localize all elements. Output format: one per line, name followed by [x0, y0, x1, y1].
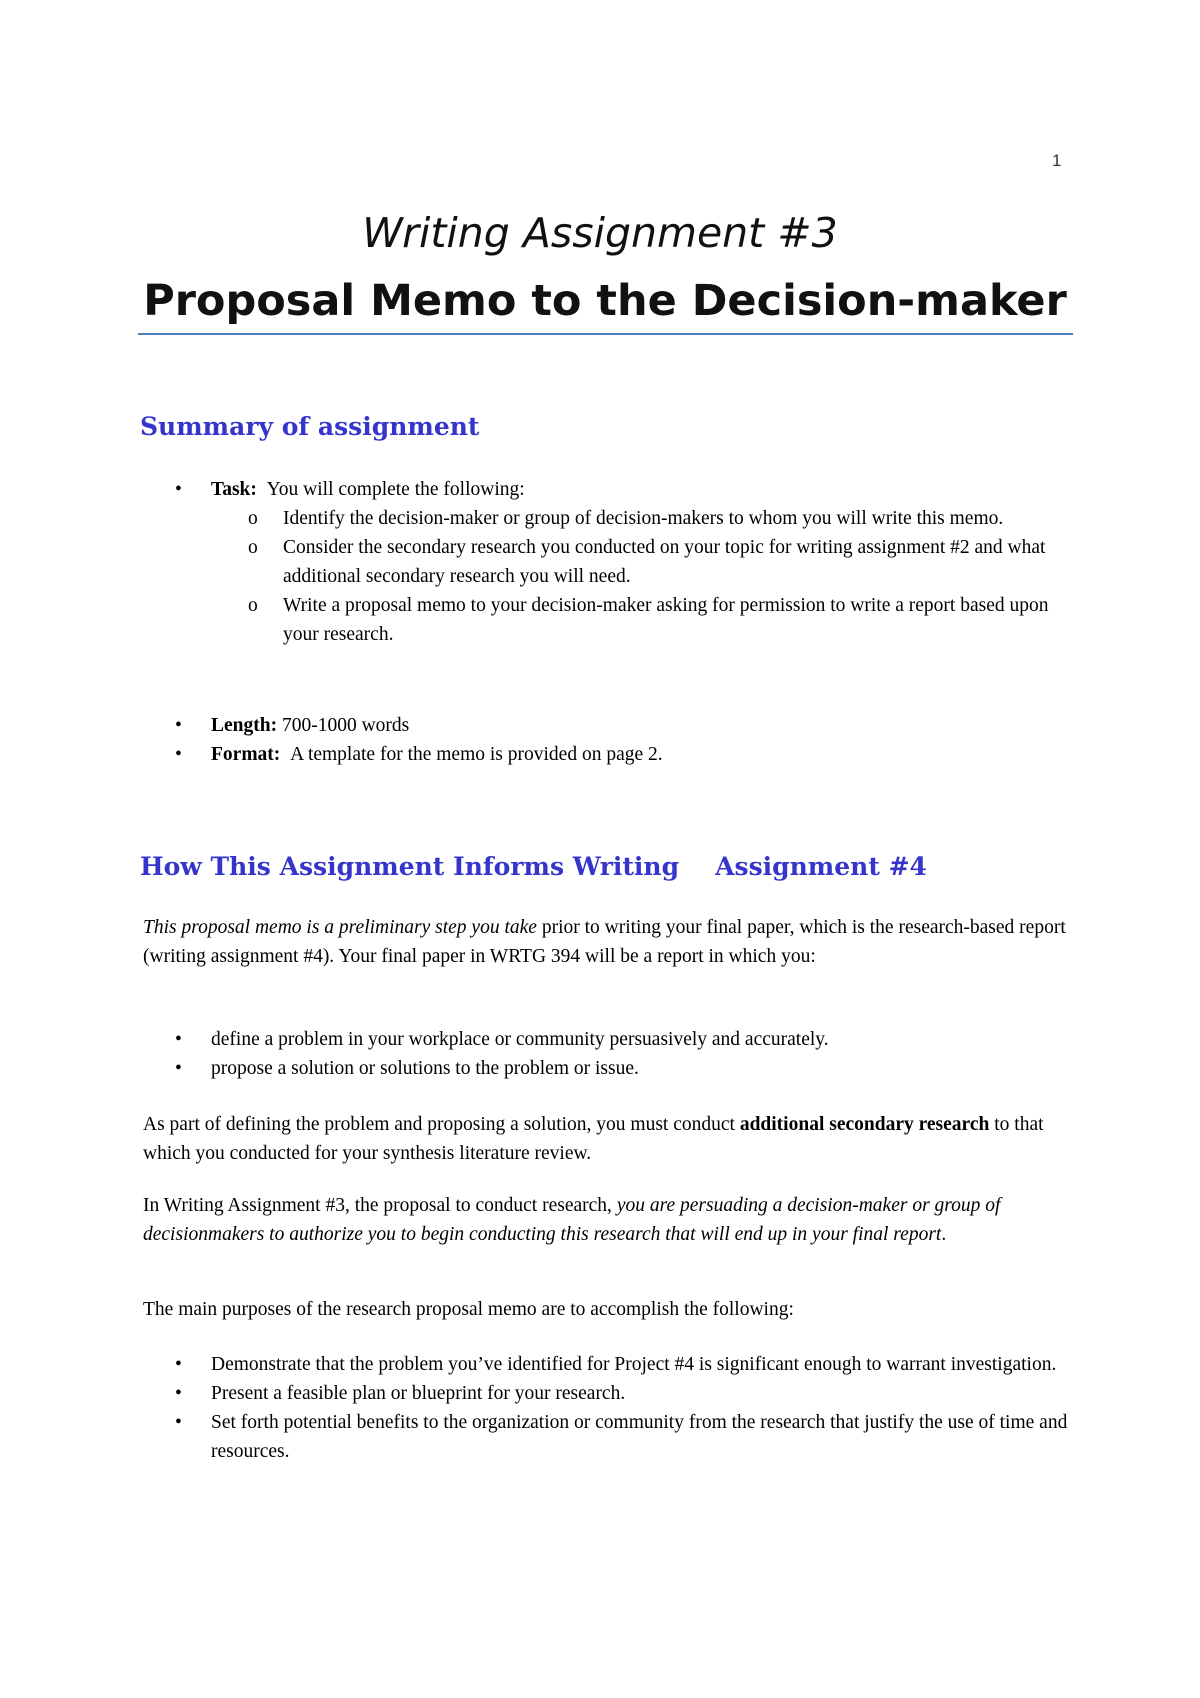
persuade-italic: you are persuading a decision-maker or group of decisionmakers to authorize you to begin conducting this research that will end up in your final report [143, 1195, 1001, 1245]
memo-title: Proposal Memo to the Decision-maker [143, 276, 1067, 326]
length-text: 700-1000 words [281, 715, 410, 736]
persuade-paragraph [143, 1191, 1073, 1249]
purposes-list [143, 1350, 1073, 1466]
additional-pre: As part of defining the problem and proposing a solution, you must conduct [143, 1114, 740, 1135]
informs-heading-part1: How This Assignment Informs Writing [140, 852, 680, 881]
task-subitem: o Write a proposal memo to your decision-maker asking for permission to write a report based upon your research. [143, 591, 1073, 649]
purposes-intro: The main purposes of the research proposal memo are to accomplish the following: [143, 1299, 794, 1320]
additional-research-paragraph [143, 1110, 1073, 1168]
list-item: • propose a solution or solutions to the problem or issue. [143, 1054, 1073, 1083]
summary-heading: Summary of assignment [140, 412, 480, 441]
informs-heading-part2: Assignment #4 [715, 852, 927, 881]
assignment-title: Writing Assignment #3 [362, 209, 838, 257]
length-item [143, 711, 1073, 740]
title-underline [138, 333, 1073, 335]
page-number: 1 [1052, 151, 1062, 170]
intro-italic: This proposal memo is a preliminary step you take [143, 917, 537, 938]
format-label: Format: [211, 744, 281, 765]
intro-paragraph [143, 913, 1073, 971]
list-item: • define a problem in your workplace or community persuasively and accurately. [143, 1025, 1073, 1054]
list-item: • Set forth potential benefits to the organization or community from the research that justify the use of time and resources. [143, 1408, 1073, 1466]
length-format-list [143, 711, 1073, 769]
intro-rest: prior to writing your final paper, which is the research-based report (writing assignment #4). Your final paper in WRTG 394 will be a report in which you: [143, 917, 1066, 967]
list-item: • Demonstrate that the problem you’ve identified for Project #4 is significant enough to warrant investigation. [143, 1350, 1073, 1379]
additional-post: to that which you conducted for your synthesis literature review. [143, 1114, 1044, 1164]
task-label: Task: [211, 479, 257, 500]
format-text: A template for the memo is provided on page 2. [290, 744, 663, 765]
persuade-post: . [941, 1224, 947, 1245]
additional-bold: additional secondary research [739, 1114, 990, 1135]
format-item [143, 740, 1073, 769]
informs-heading [140, 852, 927, 881]
final-paper-list [143, 1025, 1073, 1083]
task-sublist [211, 504, 1073, 649]
summary-list [143, 475, 1073, 649]
task-item [143, 475, 1073, 649]
list-item: • Present a feasible plan or blueprint for your research. [143, 1379, 1073, 1408]
task-text: You will complete the following: [266, 479, 525, 500]
task-subitem: o Identify the decision-maker or group of decision-makers to whom you will write this memo. [143, 504, 1073, 533]
persuade-pre: In Writing Assignment #3, the proposal to conduct research, [143, 1195, 617, 1216]
task-subitem: o Consider the secondary research you conducted on your topic for writing assignment #2 and what additional secondary research you will need. [143, 533, 1073, 591]
length-label: Length: [211, 715, 278, 736]
